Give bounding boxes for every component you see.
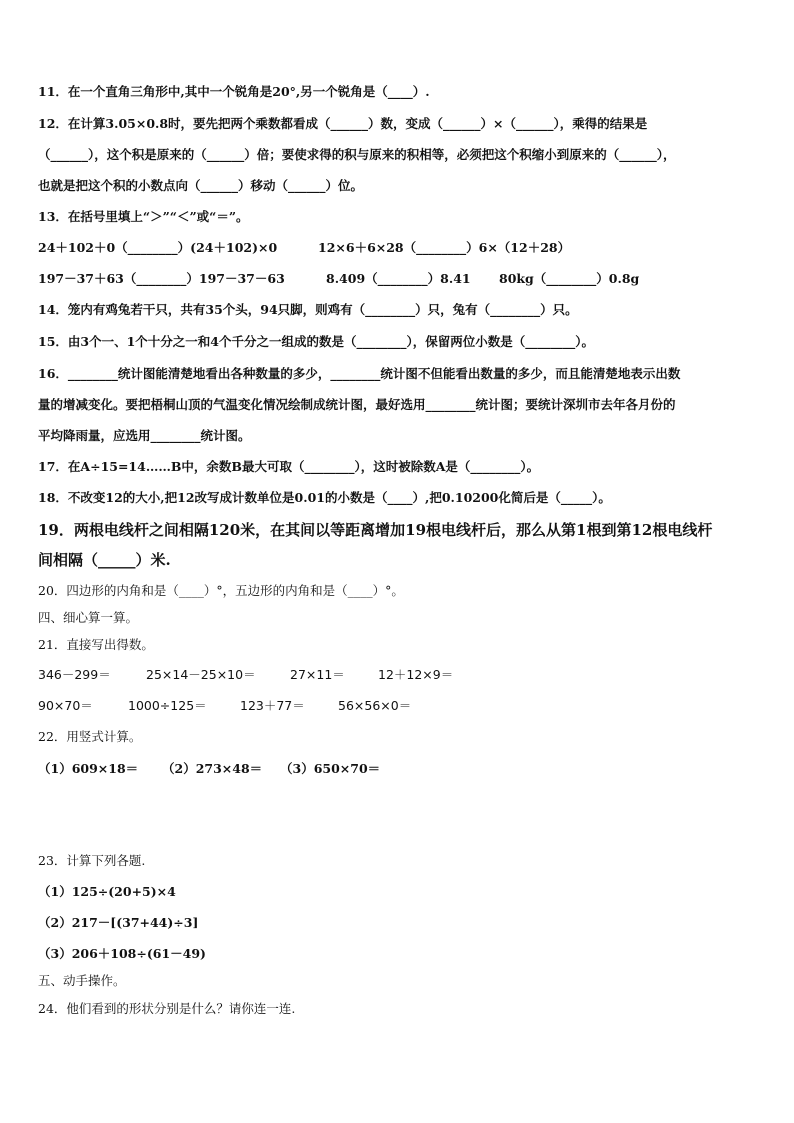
mental-math-item: 25×14－25×10＝ [146, 667, 256, 682]
vertical-calc-item: （1）609×18＝ [38, 761, 139, 776]
question-13: 13．在括号里填上“＞”“＜”或“＝”。 [38, 209, 249, 224]
question-22: 22．用竖式计算。 [38, 729, 142, 744]
question-11: 11．在一个直角三角形中,其中一个锐角是20°,另一个锐角是（____）. [38, 84, 430, 99]
question-21: 21．直接写出得数。 [38, 637, 154, 652]
question-15: 15．由3个一、1个十分之一和4个千分之一组成的数是（________），保留两位小数是（________）。 [38, 334, 594, 349]
question-16-line-2: 量的增减变化。要把梧桐山顶的气温变化情况绘制成统计图，最好选用________统计图；要统计深圳市去年各月份的 [38, 397, 676, 412]
question-24: 24．他们看到的形状分别是什么？请你连一连. [38, 1001, 296, 1016]
question-21-row-2 [38, 698, 758, 714]
vertical-calc-item: （3）650×70＝ [280, 761, 381, 776]
question-16-line-3: 平均降雨量，应选用________统计图。 [38, 428, 251, 443]
question-20: 20．四边形的内角和是（____）°，五边形的内角和是（____）°。 [38, 583, 404, 598]
mental-math-item: 1000÷125＝ [128, 698, 207, 713]
question-12-line-3: 也就是把这个积的小数点向（______）移动（______）位。 [38, 178, 364, 193]
question-12-line-2: （______），这个积是原来的（______）倍；要使求得的积与原来的积相等，必须把这个积缩小到原来的（______）， [38, 147, 676, 162]
mental-math-item: 27×11＝ [290, 667, 345, 682]
compare-item: 80kg（________）0.8g [499, 271, 640, 286]
vertical-calc-item: （2）273×48＝ [162, 761, 263, 776]
question-19-line-1: 19．两根电线杆之间相隔120米，在其间以等距离增加19根电线杆后，那么从第1根到第12根电线杆 [38, 521, 713, 539]
question-14: 14．笼内有鸡兔若干只，共有35个头，94只脚，则鸡有（________）只，兔有（________）只。 [38, 302, 578, 317]
mental-math-item: 12＋12×9＝ [378, 667, 454, 682]
compare-item: 8.409（________）8.41 [326, 271, 471, 286]
question-13-row-1 [38, 240, 758, 256]
question-12-line-1: 12．在计算3.05×0.8时，要先把两个乘数都看成（______）数，变成（______）×（______），乘得的结果是 [38, 116, 648, 131]
compare-item: 24＋102＋0（________）(24＋102)×0 [38, 240, 278, 255]
question-23-part-2: （2）217－[(37+44)÷3] [38, 915, 199, 930]
question-16-line-1: 16．________统计图能清楚地看出各种数量的多少，________统计图不但能看出数量的多少，而且能清楚地表示出数 [38, 366, 681, 381]
section-4-heading: 四、细心算一算。 [38, 610, 139, 625]
question-23-part-3: （3）206＋108÷(61－49) [38, 946, 206, 961]
compare-item: 12×6＋6×28（________）6×（12＋28） [318, 240, 571, 255]
mental-math-item: 56×56×0＝ [338, 698, 412, 713]
question-13-row-2 [38, 271, 758, 287]
mental-math-item: 346－299＝ [38, 667, 111, 682]
question-19-line-2: 间相隔（_____）米. [38, 551, 171, 569]
question-17: 17．在A÷15=14……B中，余数B最大可取（________），这时被除数A是（________）。 [38, 459, 540, 474]
compare-item: 197－37＋63（________）197－37－63 [38, 271, 285, 286]
question-18: 18．不改变12的大小,把12改写成计数单位是0.01的小数是（____）,把0.10200化简后是（_____）。 [38, 490, 611, 505]
question-22-items [38, 761, 758, 777]
question-23: 23．计算下列各题. [38, 853, 146, 868]
question-23-part-1: （1）125÷(20+5)×4 [38, 884, 176, 899]
question-21-row-1 [38, 667, 758, 683]
mental-math-item: 123＋77＝ [240, 698, 305, 713]
mental-math-item: 90×70＝ [38, 698, 93, 713]
section-5-heading: 五、动手操作。 [38, 973, 126, 988]
